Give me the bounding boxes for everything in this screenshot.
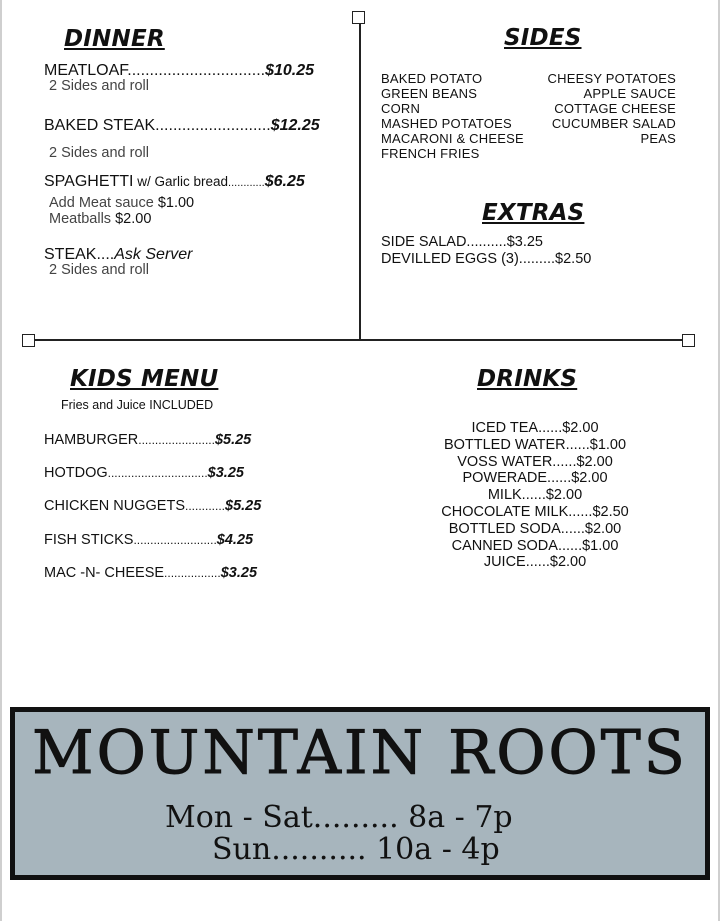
kids-menu-subtitle: Fries and Juice INCLUDED xyxy=(61,398,214,412)
side-item: FRENCH FRIES xyxy=(381,146,480,161)
drink-item: JUICE......$2.00 xyxy=(483,554,587,571)
kids-item-fish-sticks xyxy=(44,532,253,548)
restaurant-banner xyxy=(10,707,710,880)
item-name: FISH STICKS xyxy=(44,532,134,548)
sides-left-column xyxy=(381,71,524,161)
kids-item-hotdog xyxy=(44,465,244,481)
item-name: STEAK.... xyxy=(44,246,115,263)
dot-leader: ................. xyxy=(164,566,221,580)
addon-price: $2.00 xyxy=(115,211,152,227)
item-price: $12.25 xyxy=(270,117,320,134)
item-name: MAC -N- CHEESE xyxy=(44,565,165,581)
dot-leader: ............ xyxy=(185,499,226,513)
drink-item: VOSS WATER......$2.00 xyxy=(457,453,613,470)
item-price: $3.25 xyxy=(220,565,258,581)
kids-menu-title: KIDS MENU xyxy=(70,366,219,392)
restaurant-name: MOUNTAIN ROOTS xyxy=(32,718,688,788)
item-description: 2 Sides and roll xyxy=(49,145,149,161)
dinner-item-spaghetti xyxy=(44,173,305,191)
side-item: COTTAGE CHEESE xyxy=(554,101,676,116)
item-price: $4.25 xyxy=(216,532,254,548)
item-description: 2 Sides and roll xyxy=(49,262,149,278)
item-suffix: w/ Garlic bread xyxy=(133,174,229,189)
side-item: MASHED POTATOES xyxy=(381,116,512,131)
extras-item: SIDE SALAD..........$3.25 xyxy=(381,234,543,250)
kids-item-mac-n-cheese xyxy=(44,565,257,581)
item-name: MEATLOAF xyxy=(44,62,128,79)
item-description: 2 Sides and roll xyxy=(49,78,149,94)
addon-label: Meatballs xyxy=(49,211,116,227)
extras-item: DEVILLED EGGS (3).........$2.50 xyxy=(381,251,592,267)
dot-leader: ............ xyxy=(228,177,265,189)
drinks-title: DRINKS xyxy=(477,366,578,392)
drink-item: CHOCOLATE MILK......$2.50 xyxy=(441,503,629,520)
dinner-title: DINNER xyxy=(64,26,165,52)
side-item: CUCUMBER SALAD xyxy=(551,116,676,131)
sides-title: SIDES xyxy=(504,25,582,51)
drink-item: MILK......$2.00 xyxy=(487,487,583,504)
addon-label: Add Meat sauce xyxy=(49,195,158,211)
dot-leader: ............................... xyxy=(127,62,266,79)
horizontal-divider xyxy=(28,339,690,341)
drink-item: ICED TEA......$2.00 xyxy=(471,420,599,436)
item-price: $3.25 xyxy=(207,465,244,481)
item-name: HOTDOG xyxy=(44,465,108,481)
extras-title: EXTRAS xyxy=(482,200,585,226)
spaghetti-addon-meatballs xyxy=(49,211,151,227)
item-name: BAKED STEAK xyxy=(44,117,156,134)
divider-end-square-right xyxy=(682,334,695,347)
item-price: $5.25 xyxy=(225,498,262,514)
dinner-item-baked-steak xyxy=(44,117,320,135)
item-price: $6.25 xyxy=(264,173,305,190)
kids-item-hamburger xyxy=(44,432,251,448)
spaghetti-addon-meat-sauce xyxy=(49,195,194,211)
side-item: CHEESY POTATOES xyxy=(547,71,676,86)
item-name: HAMBURGER xyxy=(44,432,139,448)
item-price: $10.25 xyxy=(265,62,315,79)
dot-leader: .......................... xyxy=(155,117,271,134)
hours-weekday: Mon - Sat......... 8a - 7p xyxy=(165,800,513,835)
item-note: Ask Server xyxy=(114,246,193,263)
side-item: GREEN BEANS xyxy=(381,86,478,101)
item-name: SPAGHETTI xyxy=(44,173,134,190)
side-item: MACARONI & CHEESE xyxy=(381,131,524,146)
divider-end-square-left xyxy=(22,334,35,347)
item-price: $5.25 xyxy=(214,432,252,448)
dot-leader: ....................... xyxy=(138,433,215,447)
hours-sunday: Sun.......... 10a - 4p xyxy=(212,832,500,867)
side-item: APPLE SAUCE xyxy=(583,86,676,101)
dot-leader: .............................. xyxy=(107,466,208,480)
item-name: CHICKEN NUGGETS xyxy=(44,498,185,514)
kids-item-chicken-nuggets xyxy=(44,498,261,514)
sides-right-column xyxy=(548,71,676,146)
drink-item: BOTTLED WATER......$1.00 xyxy=(443,436,627,453)
drink-item: CANNED SODA......$1.00 xyxy=(451,537,619,554)
divider-end-square-top xyxy=(352,11,365,24)
vertical-divider xyxy=(359,18,361,340)
side-item: BAKED POTATO xyxy=(381,71,483,86)
page-border-left xyxy=(0,0,2,921)
side-item: CORN xyxy=(381,101,421,116)
drink-item: BOTTLED SODA......$2.00 xyxy=(448,520,622,537)
dot-leader: ......................... xyxy=(133,533,217,547)
drink-item: POWERADE......$2.00 xyxy=(462,470,608,487)
addon-price: $1.00 xyxy=(157,195,195,211)
side-item: PEAS xyxy=(640,131,676,146)
drinks-list xyxy=(400,420,670,571)
